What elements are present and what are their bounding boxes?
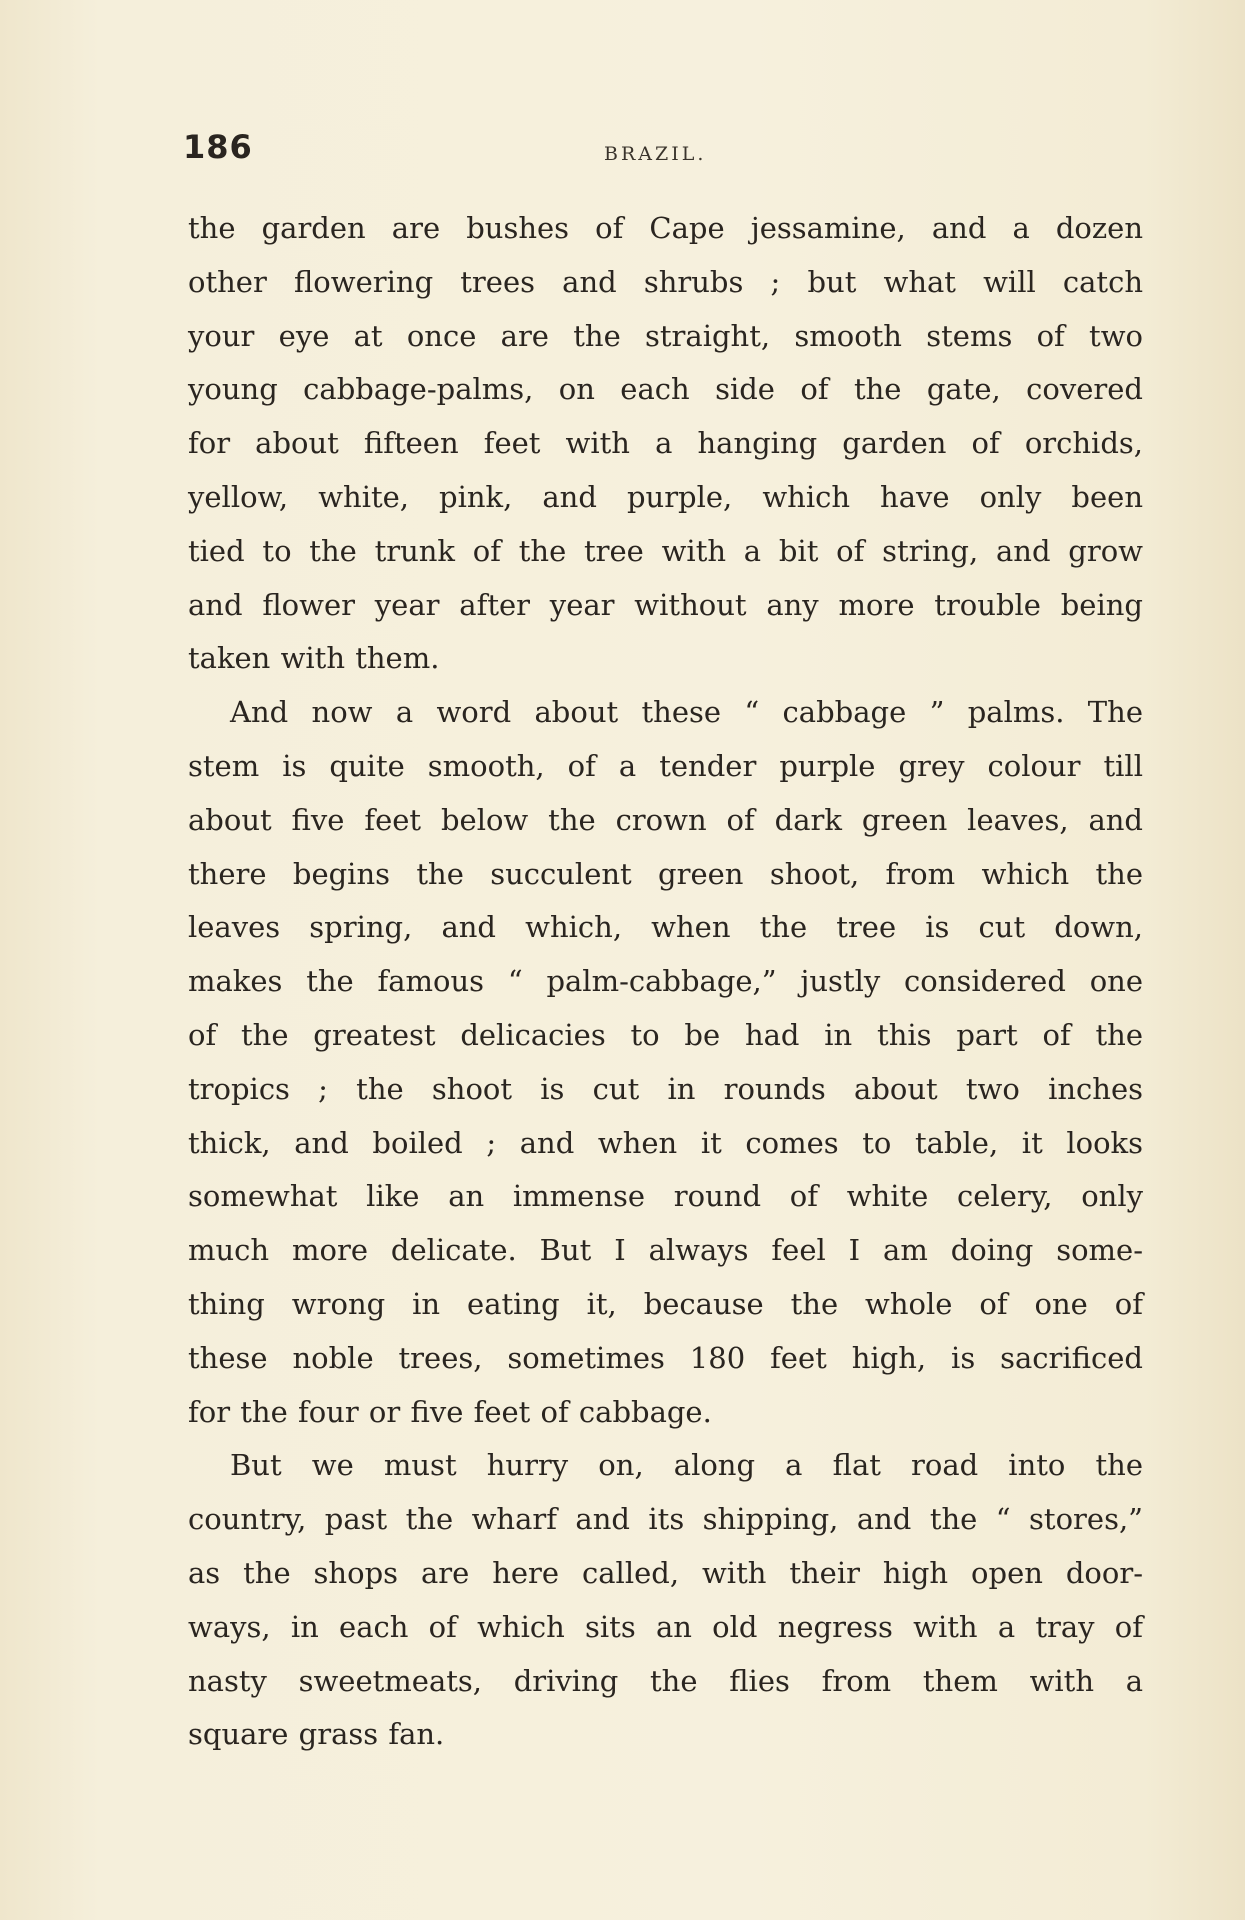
text-line: young cabbage-palms, on each side of the gate, covered <box>188 372 1143 407</box>
text-line: much more delicate. But I always feel I am doing some- <box>188 1233 1143 1268</box>
text-line: about five feet below the crown of dark green leaves, and <box>188 802 1143 837</box>
text-line: as the shops are here called, with their high open door- <box>188 1555 1143 1590</box>
text-line: thing wrong in eating it, because the whole of one of <box>188 1286 1143 1321</box>
text-line: your eye at once are the straight, smooth stems of two <box>188 318 1143 353</box>
text-line: taken with them. <box>188 641 440 676</box>
text-line: of the greatest delicacies to be had in this part of the <box>188 1017 1143 1052</box>
text-line: yellow, white, pink, and purple, which have only been <box>188 479 1143 514</box>
text-line: leaves spring, and which, when the tree is cut down, <box>188 910 1143 945</box>
text-line: these noble trees, sometimes 180 feet high, is sacrificed <box>188 1340 1143 1375</box>
text-line: tied to the trunk of the tree with a bit of string, and grow <box>188 533 1143 568</box>
text-line: other flowering trees and shrubs ; but what will catch <box>188 264 1143 299</box>
text-line: the garden are bushes of Cape jessamine, and a dozen <box>188 211 1143 245</box>
text-line: somewhat like an immense round of white celery, only <box>188 1179 1143 1214</box>
text-line: makes the famous “ palm-cabbage,” justly considered one <box>188 964 1143 999</box>
body-text <box>188 202 1143 1762</box>
text-line: thick, and boiled ; and when it comes to table, it looks <box>188 1125 1143 1160</box>
text-line: ways, in each of which sits an old negress with a tray of <box>188 1609 1143 1644</box>
page-number: 186 <box>183 128 253 166</box>
paragraph-start-line: But we must hurry on, along a flat road into the <box>230 1448 1143 1483</box>
paragraph-start-line: And now a word about these “ cabbage ” palms. The <box>230 695 1143 730</box>
text-line: for about fifteen feet with a hanging garden of orchids, <box>188 426 1143 461</box>
running-title: BRAZIL. <box>604 143 707 165</box>
text-line: and flower year after year without any more trouble being <box>188 587 1143 622</box>
text-line: country, past the wharf and its shipping, and the “ stores,” <box>188 1502 1143 1537</box>
text-line: square grass fan. <box>188 1717 445 1752</box>
text-line: for the four or five feet of cabbage. <box>188 1394 712 1429</box>
text-line: there begins the succulent green shoot, from which the <box>188 856 1143 891</box>
text-line: tropics ; the shoot is cut in rounds about two inches <box>188 1071 1143 1106</box>
text-line: stem is quite smooth, of a tender purple grey colour till <box>188 748 1143 783</box>
text-line: nasty sweetmeats, driving the flies from them with a <box>188 1663 1143 1698</box>
